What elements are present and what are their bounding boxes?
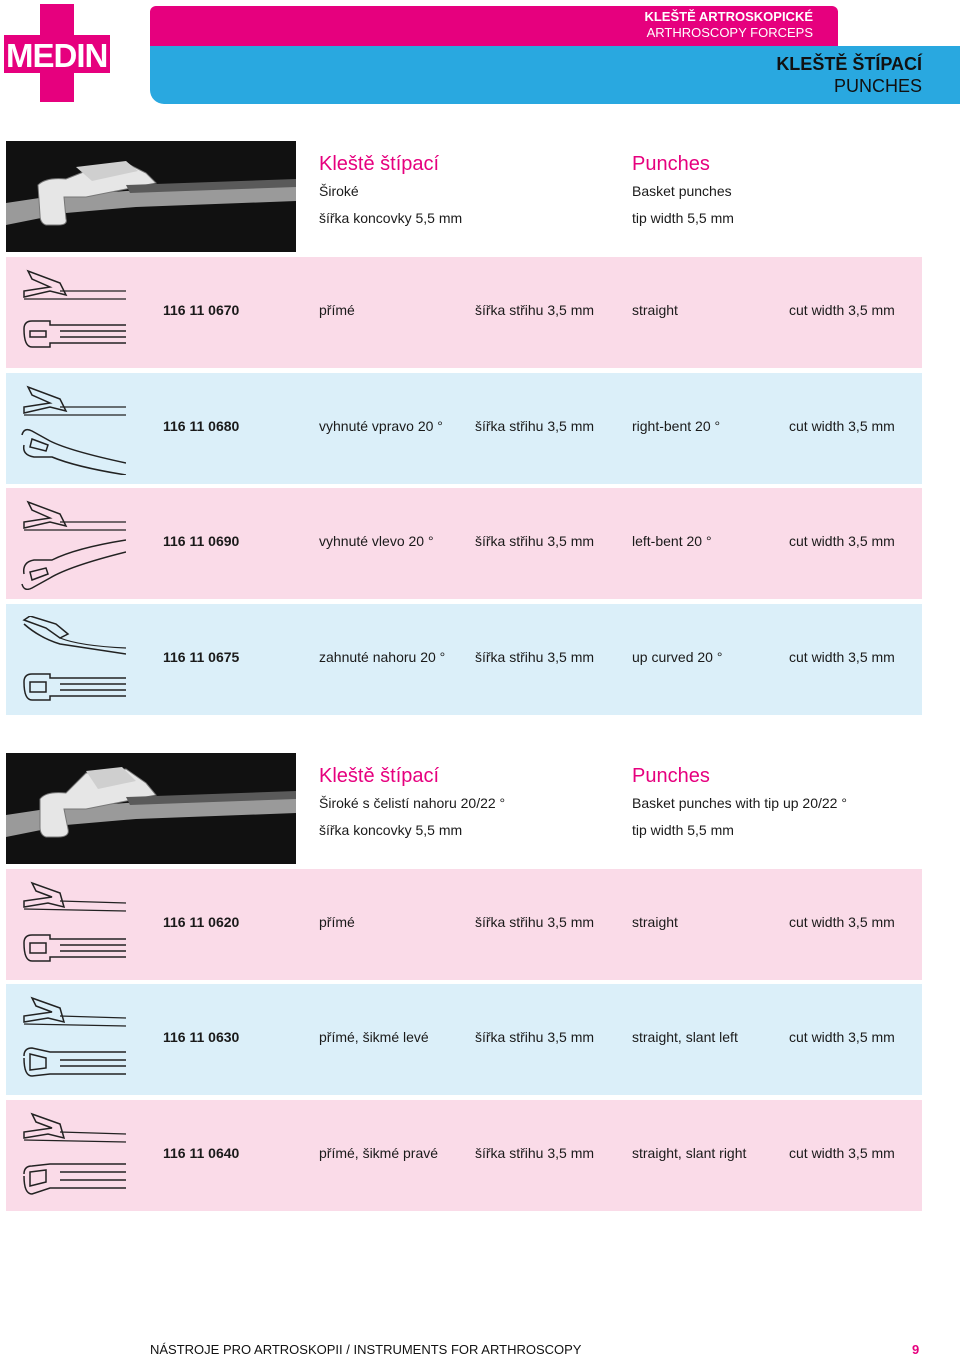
instrument-drawing [20, 385, 126, 475]
instrument-photo [6, 141, 296, 252]
cut-width-cz: šířka střihu 3,5 mm [475, 914, 595, 930]
product-row [6, 869, 922, 980]
product-row [6, 984, 922, 1095]
section-tip-width-cz: šířka koncovky 5,5 mm [319, 210, 463, 226]
product-code: 116 11 0630 [163, 1029, 240, 1045]
section-subtitle-en: Basket punches with tip up 20/22 ° [632, 795, 847, 811]
variant-en: straight, slant right [632, 1145, 747, 1161]
page-number: 9 [912, 1342, 920, 1357]
variant-en: right-bent 20 ° [632, 418, 721, 434]
product-row [6, 604, 922, 715]
header-title-bar [150, 46, 960, 104]
cut-width-en: cut width 3,5 mm [789, 533, 895, 549]
section-tip-width-en: tip width 5,5 mm [632, 822, 734, 838]
cut-width-cz: šířka střihu 3,5 mm [475, 649, 595, 665]
page-footer: NÁSTROJE PRO ARTROSKOPII / INSTRUMENTS FOR ARTHROSCOPY [150, 1342, 582, 1357]
section-tip-width-cz: šířka koncovky 5,5 mm [319, 822, 463, 838]
instrument-drawing [20, 1112, 126, 1202]
product-row [6, 1100, 922, 1211]
section-title-en: Punches [632, 765, 710, 787]
cut-width-en: cut width 3,5 mm [789, 914, 895, 930]
logo-text: MEDIN [6, 37, 108, 74]
product-code: 116 11 0640 [163, 1145, 240, 1161]
variant-cz: přímé, šikmé levé [319, 1029, 429, 1045]
variant-en: straight, slant left [632, 1029, 738, 1045]
header-category-cz: KLEŠTĚ ARTROSKOPICKÉ [644, 9, 813, 24]
header-title-en: PUNCHES [833, 76, 922, 96]
variant-en: left-bent 20 ° [632, 533, 712, 549]
variant-cz: přímé, šikmé pravé [319, 1145, 439, 1161]
cut-width-en: cut width 3,5 mm [789, 649, 895, 665]
cut-width-cz: šířka střihu 3,5 mm [475, 302, 595, 318]
variant-cz: přímé [319, 302, 355, 318]
cut-width-en: cut width 3,5 mm [789, 418, 895, 434]
header-category-en: ARTHROSCOPY FORCEPS [646, 25, 813, 40]
medin-logo [4, 4, 116, 104]
section-header-cz [319, 763, 505, 844]
product-row [6, 488, 922, 599]
section-subtitle-en: Basket punches [632, 183, 732, 199]
instrument-drawing [20, 269, 126, 359]
instrument-photo [6, 753, 296, 864]
instrument-drawing [20, 881, 126, 971]
cut-width-en: cut width 3,5 mm [789, 1145, 895, 1161]
variant-cz: přímé [319, 914, 355, 930]
section-header-en [632, 763, 847, 844]
cut-width-en: cut width 3,5 mm [789, 1029, 895, 1045]
section-title-cz: Kleště štípací [319, 153, 440, 175]
instrument-drawing [20, 500, 126, 590]
variant-cz: zahnuté nahoru 20 ° [319, 649, 446, 665]
product-row [6, 373, 922, 484]
product-row [6, 257, 922, 368]
product-code: 116 11 0680 [163, 418, 240, 434]
variant-en: straight [632, 302, 678, 318]
header-category-bar [150, 6, 838, 46]
product-code: 116 11 0620 [163, 914, 240, 930]
product-code: 116 11 0675 [163, 649, 240, 665]
variant-en: straight [632, 914, 678, 930]
section-tip-width-en: tip width 5,5 mm [632, 210, 734, 226]
instrument-drawing [20, 996, 126, 1086]
section-title-cz: Kleště štípací [319, 765, 440, 787]
cut-width-cz: šířka střihu 3,5 mm [475, 1029, 595, 1045]
variant-cz: vyhnuté vlevo 20 ° [319, 533, 434, 549]
cut-width-cz: šířka střihu 3,5 mm [475, 418, 595, 434]
header-title-cz: KLEŠTĚ ŠTÍPACÍ [776, 54, 922, 74]
product-code: 116 11 0670 [163, 302, 240, 318]
cut-width-cz: šířka střihu 3,5 mm [475, 533, 595, 549]
section-subtitle-cz: Široké [319, 183, 359, 199]
product-code: 116 11 0690 [163, 533, 240, 549]
variant-en: up curved 20 ° [632, 649, 723, 665]
instrument-drawing [20, 616, 126, 706]
cut-width-cz: šířka střihu 3,5 mm [475, 1145, 595, 1161]
section-header-en [632, 151, 734, 232]
section-header-cz [319, 151, 462, 232]
cut-width-en: cut width 3,5 mm [789, 302, 895, 318]
variant-cz: vyhnuté vpravo 20 ° [319, 418, 443, 434]
section-subtitle-cz: Široké s čelistí nahoru 20/22 ° [319, 795, 506, 811]
section-title-en: Punches [632, 153, 710, 175]
